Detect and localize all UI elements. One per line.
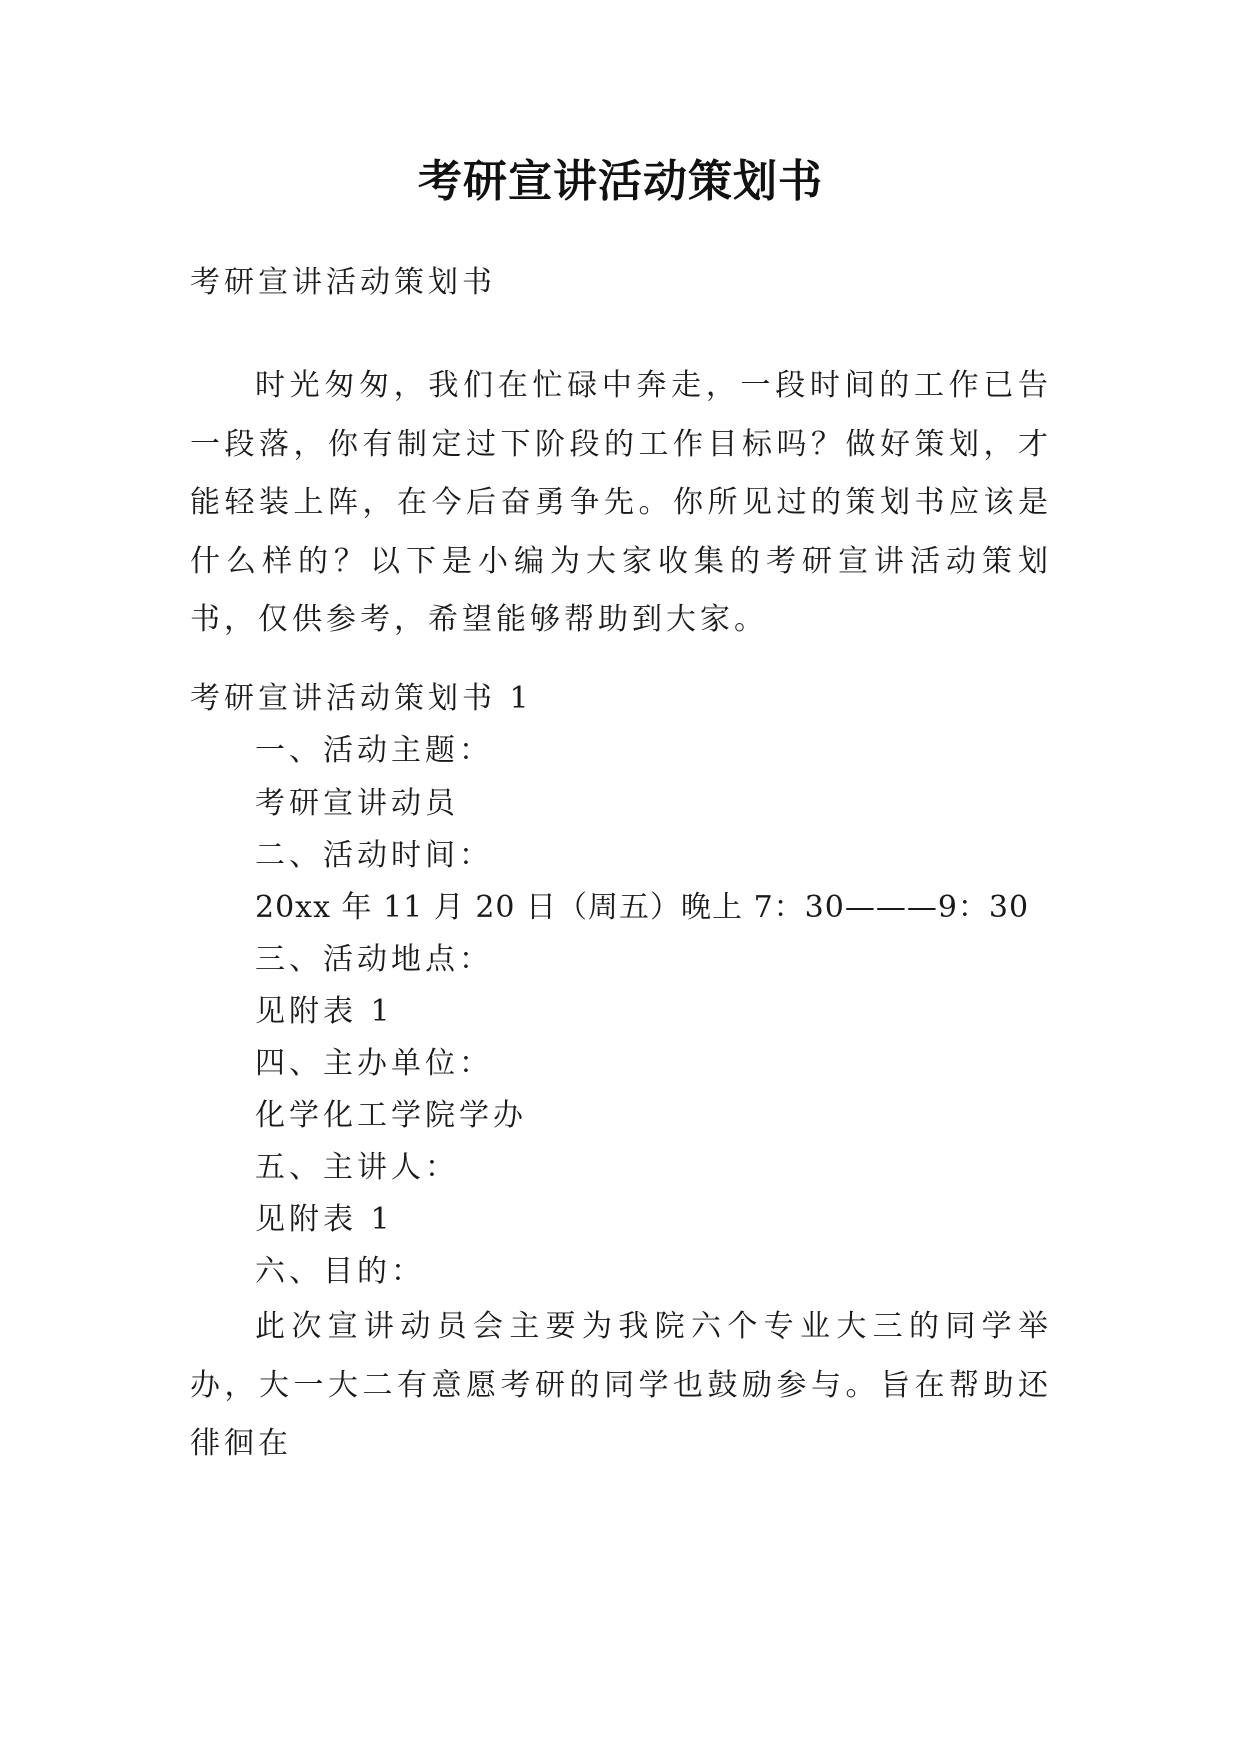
section-title: 考研宣讲活动策划书 1 [190, 681, 533, 716]
purpose-paragraph: 此次宣讲动员会主要为我院六个专业大三的同学举办，大一大二有意愿考研的同学也鼓励参与。旨在帮助还徘徊在 [190, 1309, 1052, 1461]
heading-theme: 一、活动主题： [255, 733, 493, 768]
document-title: 考研宣讲活动策划书 [418, 156, 823, 207]
value-theme: 考研宣讲动员 [255, 786, 459, 821]
value-time: 20xx 年 11 月 20 日（周五）晚上 7：30———9：30 [255, 890, 1030, 925]
heading-time: 二、活动时间： [255, 838, 493, 873]
heading-location: 三、活动地点： [255, 942, 493, 977]
intro-paragraph: 时光匆匆，我们在忙碌中奔走，一段时间的工作已告一段落，你有制定过下阶段的工作目标吗？做好策划，才能轻装上阵，在今后奋勇争先。你所见过的策划书应该是什么样的？以下是小编为大家收集的考研宣讲活动策划书，仅供参考，希望能够帮助到大家。 [190, 368, 1052, 637]
heading-purpose: 六、目的： [255, 1254, 425, 1289]
heading-speaker: 五、主讲人： [255, 1150, 459, 1185]
document-subtitle: 考研宣讲活动策划书 [190, 265, 496, 300]
value-organizer: 化学化工学院学办 [255, 1098, 527, 1133]
value-speaker: 见附表 1 [255, 1202, 394, 1237]
heading-organizer: 四、主办单位： [255, 1046, 493, 1081]
value-location: 见附表 1 [255, 994, 394, 1029]
